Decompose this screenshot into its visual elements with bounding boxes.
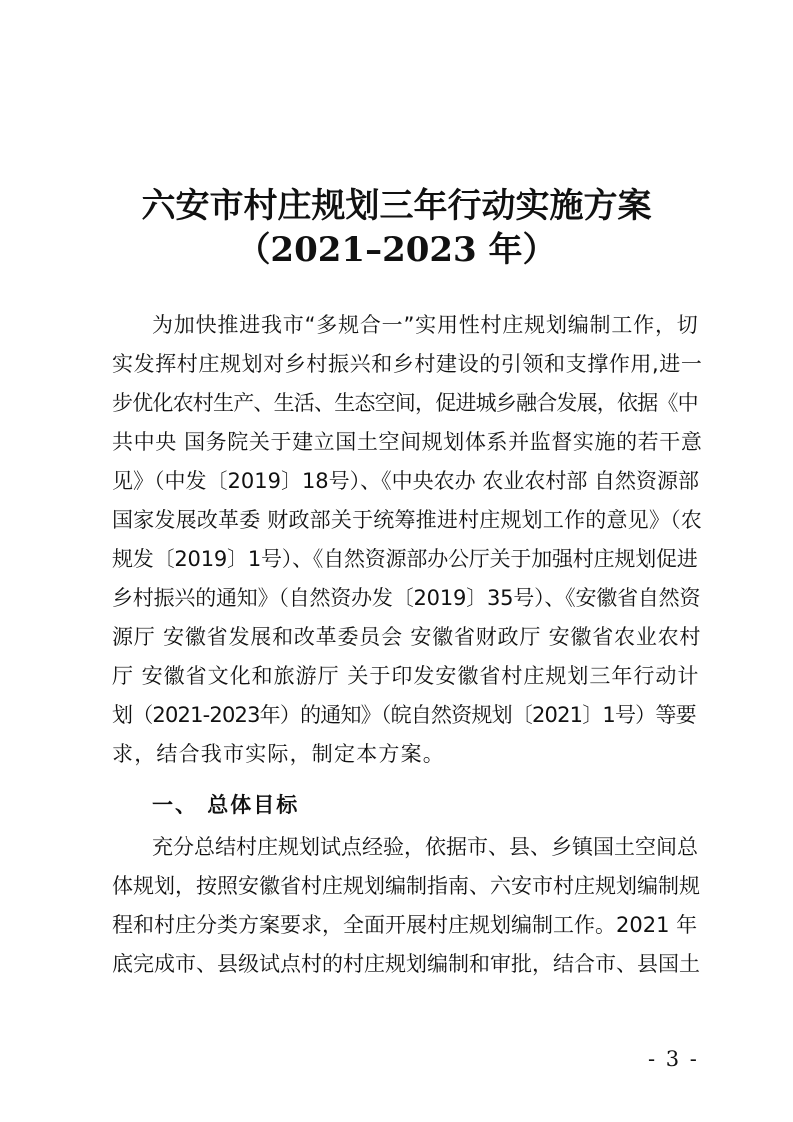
paragraph-line: 见》（中发〔2019〕18号）、《中央农办 农业农村部 自然资源部	[112, 469, 700, 493]
document-subtitle-years: （2021–2023 年）	[236, 230, 557, 270]
paragraph-line: 充分总结村庄规划试点经验，依据市、县、乡镇国土空间总	[152, 835, 698, 859]
paragraph-line: 乡村振兴的通知》（自然资办发〔2019〕35号）、《安徽省自然资	[112, 586, 701, 610]
paragraph-line: 厅 安徽省文化和旅游厅 关于印发安徽省村庄规划三年行动计	[112, 664, 700, 688]
paragraph-line: 求，结合我市实际，制定本方案。	[112, 742, 445, 766]
paragraph-line: 程和村庄分类方案要求，全面开展村庄规划编制工作。2021 年	[112, 913, 698, 937]
paragraph-line: 共中央 国务院关于建立国土空间规划体系并监督实施的若干意	[112, 430, 703, 454]
paragraph-line: 划（2021-2023年）的通知》（皖自然资规划〔2021〕1号）等要	[112, 703, 696, 727]
paragraph-line: 源厅 安徽省发展和改革委员会 安徽省财政厅 安徽省农业农村	[112, 625, 702, 649]
page-number: - 3 -	[648, 1047, 699, 1071]
paragraph-line: 为加快推进我市“多规合一”实用性村庄规划编制工作，切	[152, 313, 699, 337]
paragraph-line: 规发〔2019〕1号）、《自然资源部办公厅关于加强村庄规划促进	[112, 547, 698, 571]
paragraph-line: 国家发展改革委 财政部关于统筹推进村庄规划工作的意见》（农	[112, 508, 702, 532]
paragraph-line: 步优化农村生产、生活、生态空间，促进城乡融合发展，依据《中	[112, 391, 698, 415]
paragraph-line: 底完成市、县级试点村的村庄规划编制和审批，结合市、县国土	[112, 952, 700, 976]
section-heading-overall-goals: 一、 总体目标	[152, 793, 300, 817]
document-title: 六安市村庄规划三年行动实施方案	[141, 186, 652, 226]
paragraph-line: 实发挥村庄规划对乡村振兴和乡村建设的引领和支撑作用,进一	[112, 352, 703, 376]
paragraph-line: 体规划，按照安徽省村庄规划编制指南、六安市村庄规划编制规	[112, 874, 700, 898]
